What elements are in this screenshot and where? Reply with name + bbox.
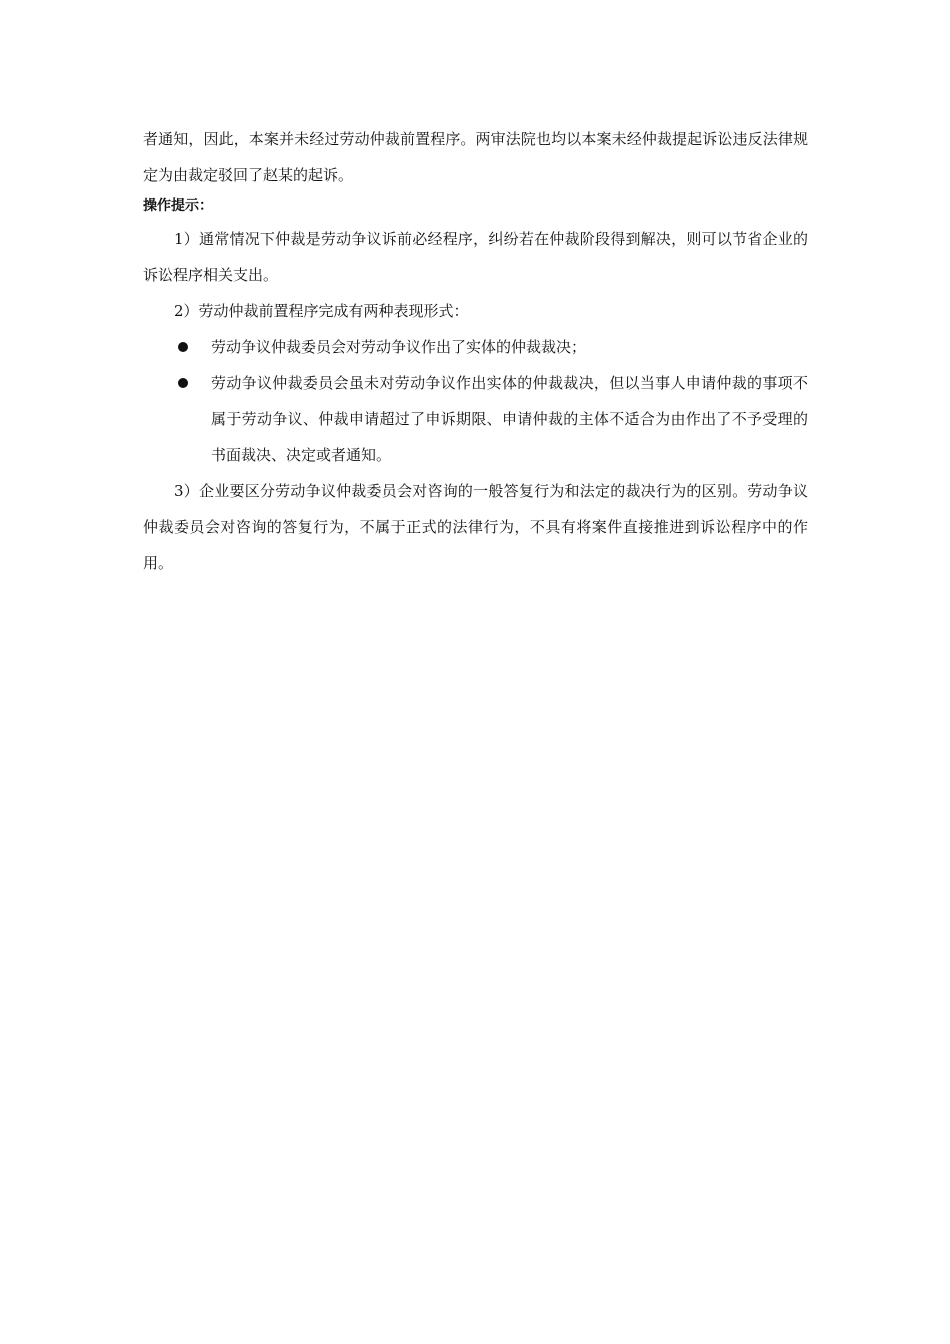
- bullet-dot-icon: [178, 378, 188, 388]
- list-item-text: 劳动争议仲裁委员会对劳动争议作出了实体的仲裁裁决；: [211, 338, 587, 356]
- list-item: [143, 365, 808, 473]
- list-item: [143, 329, 808, 365]
- tip-3: 3）企业要区分劳动争议仲裁委员会对咨询的一般答复行为和法定的裁决行为的区别。劳动争议仲裁委员会对咨询的答复行为，不属于正式的法律行为，不具有将案件直接推进到诉讼程序中的作用。: [143, 482, 808, 572]
- list-item-text: 劳动争议仲裁委员会虽未对劳动争议作出实体的仲裁裁决，但以当事人申请仲裁的事项不属于劳动争议、仲裁申请超过了申诉期限、申请仲裁的主体不适合为由作出了不予受理的书面裁决、决定或者通知。: [211, 374, 808, 464]
- section-heading: 操作提示：: [143, 198, 213, 214]
- bullet-list: [143, 329, 808, 473]
- tip-2: 2）劳动仲裁前置程序完成有两种表现形式：: [174, 302, 469, 320]
- tip-1: 1）通常情况下仲裁是劳动争议诉前必经程序，纠纷若在仲裁阶段得到解决，则可以节省企业的诉讼程序相关支出。: [143, 230, 808, 284]
- paragraph-continuation: 者通知，因此，本案并未经过劳动仲裁前置程序。两审法院也均以本案未经仲裁提起诉讼违反法律规定为由裁定驳回了赵某的起诉。: [143, 130, 808, 184]
- document-body: [143, 121, 808, 581]
- bullet-dot-icon: [178, 342, 188, 352]
